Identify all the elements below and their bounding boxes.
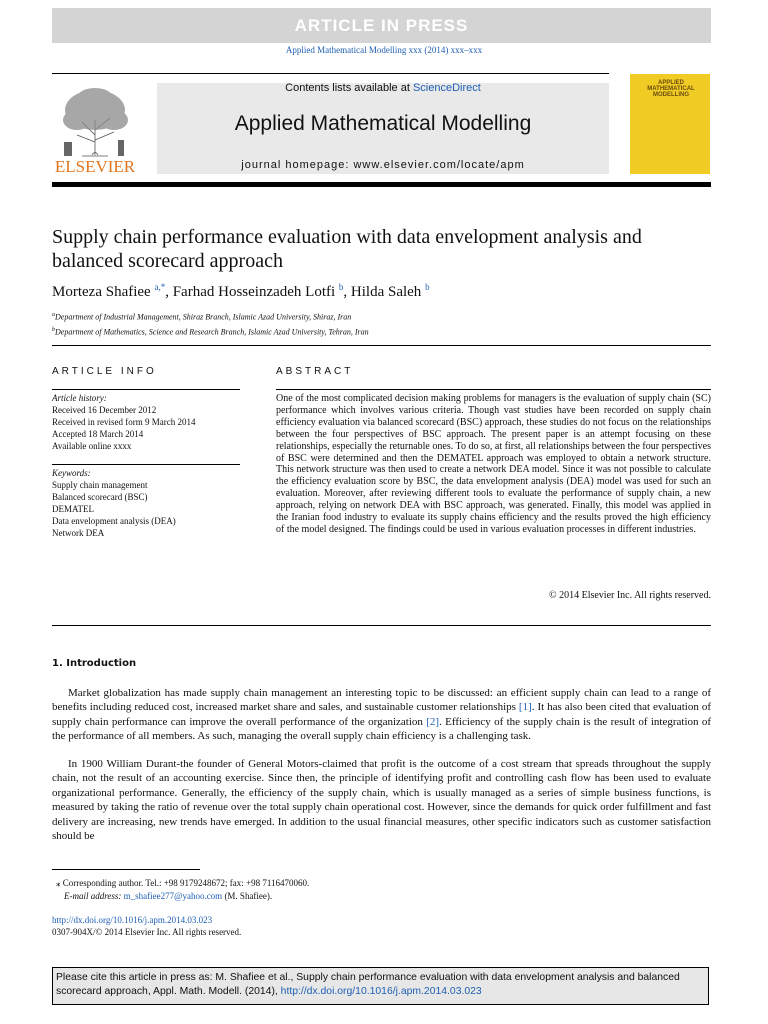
journal-reference-link[interactable]: Applied Mathematical Modelling xxx (2014) xxx–xxx (285, 45, 483, 55)
affiliations (52, 309, 369, 338)
body-paragraph (52, 686, 711, 744)
author-name: Hilda Saleh (350, 284, 422, 300)
journal-homepage (157, 159, 609, 171)
citation-box (52, 967, 709, 1005)
doi-link[interactable]: http://dx.doi.org/10.1016/j.apm.2014.03.023 (52, 915, 213, 925)
header-top-rule (52, 73, 609, 74)
paper-title: Supply chain performance evaluation with data envelopment analysis and balanced scorecard approach (52, 226, 642, 272)
keyword-item: Data envelopment analysis (DEA) (52, 516, 176, 526)
affiliation-mark: a (52, 312, 55, 318)
history-item: Available online xxxx (52, 441, 132, 451)
article-history (52, 392, 195, 452)
email-link[interactable]: m_shafiee277@yahoo.com (123, 891, 223, 901)
history-item: Accepted 18 March 2014 (52, 429, 144, 439)
author-name: Morteza Shafiee (52, 284, 151, 300)
citation-doi-link[interactable]: http://dx.doi.org/10.1016/j.apm.2014.03.023 (280, 986, 482, 997)
abstract-text: One of the most complicated decision making problems for managers is the evaluation of supply chain (SC) performance which involves various criteria. Though vast studies have been recorded on supply chain efficiency evaluation via balanced scorecard (BSC) approach, these studies do not focus on the relationships between the four perspectives of BSC approach. The present paper is an attempt focusing on these relationships, especially the returnable ones. To do so, at first, all relationships between the four perspectives of BSC were determined and then the DEMATEL approach was employed to obtain a network structure. This network structure was then used to create a network DEA model. Since it was not possible to calculate the efficiency evaluation score by BSC, the data envelopment analysis (DEA) model was used for such an evaluation. Moreover, after reviewing different tools to evaluate the performance of supply chain, a new approach, relying on network DEA with BSC approach, was generated. Finally, this model was applied in the Iranian food industry to evaluate its supply chains efficiency and the results proved the high efficiency of the model designed. The findings could be used in various evaluation processes in different industries. (276, 393, 711, 535)
contents-line (157, 82, 609, 94)
affiliation-text: Department of Industrial Management, Shiraz Branch, Islamic Azad University, Shiraz, Iran (55, 312, 352, 322)
abstract-copyright: © 2014 Elsevier Inc. All rights reserved. (548, 590, 711, 601)
affiliation-mark: b (52, 326, 55, 333)
footnote (52, 877, 309, 903)
affiliation-text: Department of Mathematics, Science and Research Branch, Islamic Azad University, Tehran, Iran (55, 327, 369, 337)
keywords (52, 467, 176, 539)
author-affiliation-mark[interactable]: b (425, 282, 430, 292)
section-heading-introduction: 1. Introduction (52, 658, 137, 669)
author-list: Morteza Shafiee $^{a,*}$, Farhad Hosseinzadeh Lotfi $^b$, Hilda Saleh $^b$ (52, 282, 430, 300)
keyword-item: DEMATEL (52, 504, 94, 514)
history-label: Article history: (52, 393, 107, 403)
keyword-item: Network DEA (52, 528, 105, 538)
header-bottom-rule (52, 182, 711, 187)
contents-prefix: Contents lists available at (285, 82, 413, 94)
author-affiliation-mark[interactable]: b (338, 282, 344, 292)
paragraph-text: . It has also been cited that evaluation of supply chain performance can improve the overall performance of the organization (52, 701, 711, 728)
body-paragraph: In 1900 William Durant-the founder of General Motors-claimed that profit is the outcome of a cost stream that spreads throughout the supply chain, not the result of an accounting exercise. Since then, the principle of identifying profit and controlling cash flow has been used to evaluate organizational performance. Generally, the efficiency of the supply chain, which is usually managed as a series of simple business functions, is measured by taking the ratio of revenue over the total supply chain operational cost. However, since the demands for quick order fulfillment and fast delivery are increasing, new trends have emerged. In addition to the usual financial measures, other specific indicators such as customer satisfaction should be (52, 758, 711, 843)
article-info-rule (52, 389, 240, 390)
paragraph-text: Market globalization has made supply chain management an interesting topic to be discussed: an efficient supply chain can lead to a range of benefits including reduced cost, increased market share and sales, and sustainable customer relationships (52, 687, 711, 714)
homepage-url-link[interactable]: www.elsevier.com/locate/apm (353, 159, 525, 171)
doi-block (52, 914, 241, 938)
footnote-rule (52, 869, 200, 870)
section-rule (52, 345, 711, 346)
abstract-heading: ABSTRACT (276, 366, 354, 377)
email-owner: (M. Shafiee). (224, 891, 273, 901)
corresponding-author-note: ⁎ Corresponding author. Tel.: +98 9179248672; fax: +98 7116470060. (56, 878, 310, 888)
publisher-wordmark: ELSEVIER (54, 157, 136, 176)
citation-text: Please cite this article in press as: M. Shafiee et al., Supply chain performance evaluation with data envelopment analysis and balanced scorecard approach, Appl. Math. Modell. (2014), (56, 972, 680, 997)
corresponding-text: Corresponding author. Tel.: +98 9179248672; fax: +98 7116470060. (62, 878, 310, 888)
keyword-item: Supply chain management (52, 480, 148, 490)
sciencedirect-link[interactable]: ScienceDirect (412, 82, 481, 94)
author-affiliation-mark[interactable]: a,* (154, 282, 166, 292)
issn-copyright: 0307-904X/© 2014 Elsevier Inc. All rights reserved. (52, 927, 242, 937)
keyword-item: Balanced scorecard (BSC) (52, 492, 148, 502)
history-item: Received in revised form 9 March 2014 (52, 417, 196, 427)
affiliation-line (52, 309, 369, 324)
homepage-prefix: journal homepage: (241, 159, 354, 171)
keywords-label: Keywords: (52, 468, 91, 478)
article-info-rule (52, 464, 240, 465)
affiliation-line (52, 324, 369, 339)
cover-title: APPLIED MATHEMATICAL MODELLING (647, 80, 695, 98)
abstract-rule (276, 389, 711, 390)
reference-link[interactable]: [1] (518, 701, 532, 714)
email-label: E-mail address: (64, 891, 122, 901)
author-name: Farhad Hosseinzadeh Lotfi (172, 284, 336, 300)
article-info-heading: ARTICLE INFO (52, 366, 157, 377)
history-item: Received 16 December 2012 (52, 405, 157, 415)
email-line (52, 890, 309, 903)
reference-link[interactable]: [2] (426, 715, 440, 728)
article-in-press-banner: ARTICLE IN PRESS (52, 8, 711, 43)
section-rule (52, 625, 711, 626)
paragraph-text: . Efficiency of the supply chain is the result of integration of the performance of all members. As such, managing the overall supply chain efficiency is a challenging task. (52, 715, 712, 743)
journal-title: Applied Mathematical Modelling (234, 112, 532, 135)
